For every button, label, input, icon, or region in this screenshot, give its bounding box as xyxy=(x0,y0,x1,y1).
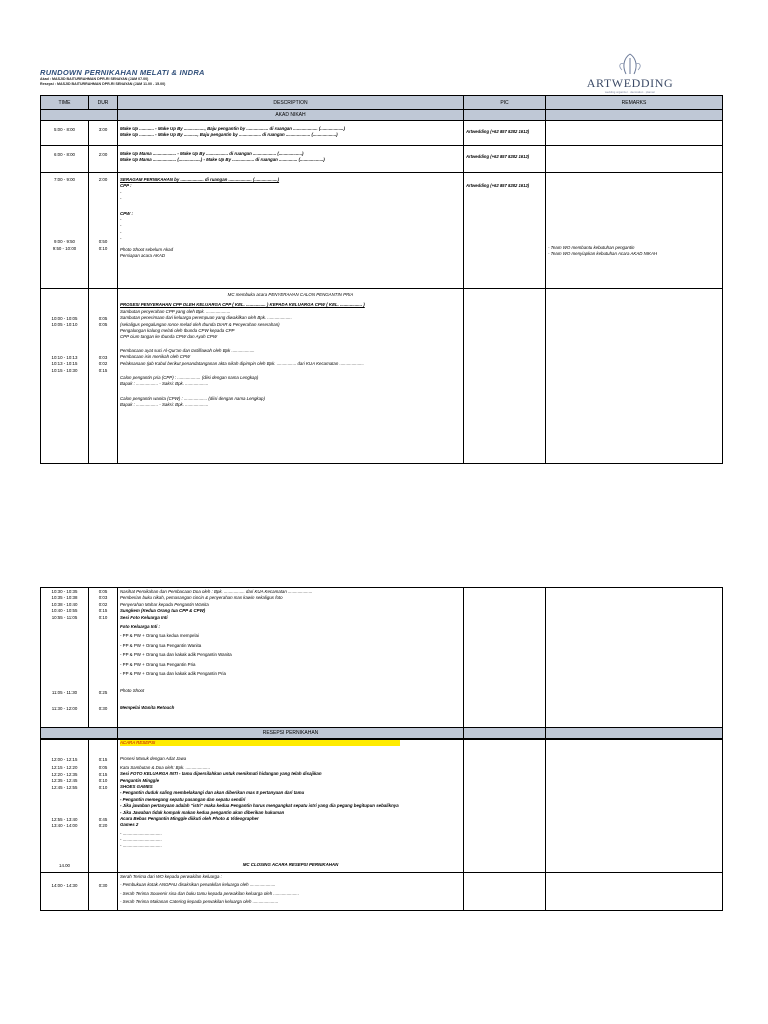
table-row: 12:00 - 12:15 12:15 - 12:20 12:20 - 12:35 12:35 - 12:45 12:45 - 12:55 12:55 - 13:40 13:40 - 14:00 14.00 0:15 0:05 0:15 0:10 0:10 0:45 0:20 ACARA RESEPSI Prosesi Masuk dengan Adat Jawa Kata Sambutan & Doa oleh: Bpk. .................... Sesi FOTO KELUARGA INTI - tamu dipersilahkan untuk menikmati hidangan yang telah disajikan Pengantin Minggle SHOES GAMES - Pengantin duduk saling membelakangi dan akan diberikan mas 5 pertanyaan dari tamu - Pengantin memegang sepatu pasangan dan sepatu sendiri - Jika jawaban pertanyaan adalah "istri" maka kedua Pengantin harus mengangkat sepatu istri yang dia pegang begitupun sebaliknya - Jika Jawaban tidak kompak makan kedua pengantin akan diberikan hukuman Acara Bebas Pengantin Minggle diikuti oleh Photo & Videographer Games 2 - ................................ - ................................ - ................................ MC CLOSING ACARA RESEPSI PERNIKAHAN xyxy=(41,740,723,873)
table-row: 14:00 - 14:30 0:30 Serah Terima dari WO kepada perwakilan keluarga : - Pembukuan kotak ANGPAU disaksikan perwakilan keluarga oleh ..................... - Serah Terima Souvenir sisa dan buku tamu kepada perwakilan keluarga oleh ..................... - Serah Terima Makanan Catering kepada perwakilan keluarga oleh ..................... xyxy=(41,873,723,911)
akad-venue: Akad : MASJID BAITURRAHMAN DPR-RI SENAYAN (JAM 07.00) xyxy=(40,77,149,81)
rundown-table-3 xyxy=(40,739,723,911)
logo-emblem-icon xyxy=(584,50,676,78)
col-remarks: REMARKS xyxy=(546,96,723,110)
col-description: DESCRIPTION xyxy=(118,96,464,110)
resepsi-venue: Resepsi : MASJID BAITURRAHMAN DPR-RI SENAYAN (JAM 11.00 - 15.00) xyxy=(40,82,166,86)
rundown-table-1 xyxy=(40,95,723,464)
table-row: 7:00 - 9:00 9:00 - 9:50 9:50 - 10:00 2:00 0:50 0:10 SERAGAM PERNIKAHAN by ................... di ruangan ................... (...................) CPP : - - CPW : - - - - Photo Shoot sebelum Akad Persiapan acara AKAD Artwedding (+62 857 8282 1612) - Team WO membantu kebutuhan pengantin - Team WO menyiapkan kebutuhan Acara AKAD NIKAH xyxy=(41,173,723,289)
logo-tagline: wedding organizer · decoration · planner xyxy=(604,90,656,94)
document-title: RUNDOWN PERNIKAHAN MELATI & INDRA xyxy=(40,68,205,77)
table-row: 10:00 - 10:05 10:05 - 10:10 10:10 - 10:13 10:13 - 10:15 10:15 - 10:30 0:05 0:05 0:03 0:02 0:15 MC membuka acara PENYERAHAN CALON PENGANTIN PRIA PROSESI PENYERAHAN CPP OLEH KELUARGA CPP ( KEL. ................ ) KEPADA KELUARGA CPW ( KEL. .................. ) Sambutan penyerahan CPP yang oleh Bpk. .................... Sambutan penerimaan dari keluarga perempuan yang diwakilkan oleh Bpk. .................... (sekaligus pengalungan ronce melati oleh Ibunda DIAR & Penyerahan seserahan) Pengalungan kalung melati oleh Ibunda CPW kepada CPP CPP cium tangan ke Ibunda CPW dan Ayah CPW Pembacaan ayat suci Al-Qur'an dan tartilliawah oleh Bpk ................... Pembacaan isin menikah oleh CPW Pelaksanaan Ijab Kabul berikut penandatanganan akta nikah dipimpin oleh Bpk. ................ dari KUA Kecamatan .................... Calon pengantin pria (CPP) : ................... (diisi dengan nama Lengkap) Bapak : .................. - Saksi: Bpk. ................... Calon pengantin wanita (CPW) : ................... (diisi dengan nama Lengkap) Bapak : .................. - Saksi: Bpk. ................... xyxy=(41,289,723,464)
col-pic: PIC xyxy=(464,96,546,110)
table-row: 5:00 - 8:00 3:00 Make Up ............ - Make Up By ................., Baju pengantin by .................. di ruangan .................... (...................) Make Up ............ - Make Up By ..........., Baju pengantin by .................. di ruangan .................... (...................) Artwedding (+62 857 8282 1612) xyxy=(41,121,723,146)
rundown-table-2 xyxy=(40,587,723,739)
acara-resepsi-banner: ACARA RESEPSI xyxy=(120,740,400,746)
section-resepsi: RESEPSI PERNIKAHAN xyxy=(41,728,723,739)
section-akad-nikah: AKAD NIKAH xyxy=(41,110,723,121)
col-time: TIME xyxy=(41,96,89,110)
table-header xyxy=(41,96,723,110)
table-row: 10:30 - 10:35 10:35 - 10:38 10:38 - 10:40 10:40 - 10:55 10:55 - 11:05 11:05 - 11:30 11:30 - 12:00 0:05 0:03 0:02 0:15 0:10 0:25 0:30 Nasihat Pernikahan dan Pembacaan Doa oleh : Bpk. ................. dari KUA Kecamatan .................... Pemberian buku nikah, pemasangan cincin & penyerahan mas kawin sekaligus foto Penyerahan Mahar kepada Pengantin Wanita Sungkem (Kedua Orang tua CPP & CPW) Sesi Foto Keluarga Inti Foto Keluarga Inti : - PP & PW + Orang tua kedua mempelai - PP & PW + Orang tua Pengantin Wanita - PP & PW + Orang tua dan kakak adik Pengantin Wanita - PP & PW + Orang tua Pengantin Pria - PP & PW + Orang tua dan kakak adik Pengantin Pria Photo Shoot Mempelai Wanita Retouch xyxy=(41,588,723,728)
col-dur: DUR xyxy=(89,96,118,110)
artwedding-logo xyxy=(584,50,676,96)
logo-wordmark: ARTWEDDING xyxy=(586,76,674,90)
table-row: 6:00 - 8:00 2:00 Make Up Mama ................... - Make Up By .................. di ruangan ................... (...................) Make Up Mama ................... (..................) - Make Up By .................. di ruangan ............... (...................) Artwedding (+62 857 8282 1612) xyxy=(41,146,723,173)
